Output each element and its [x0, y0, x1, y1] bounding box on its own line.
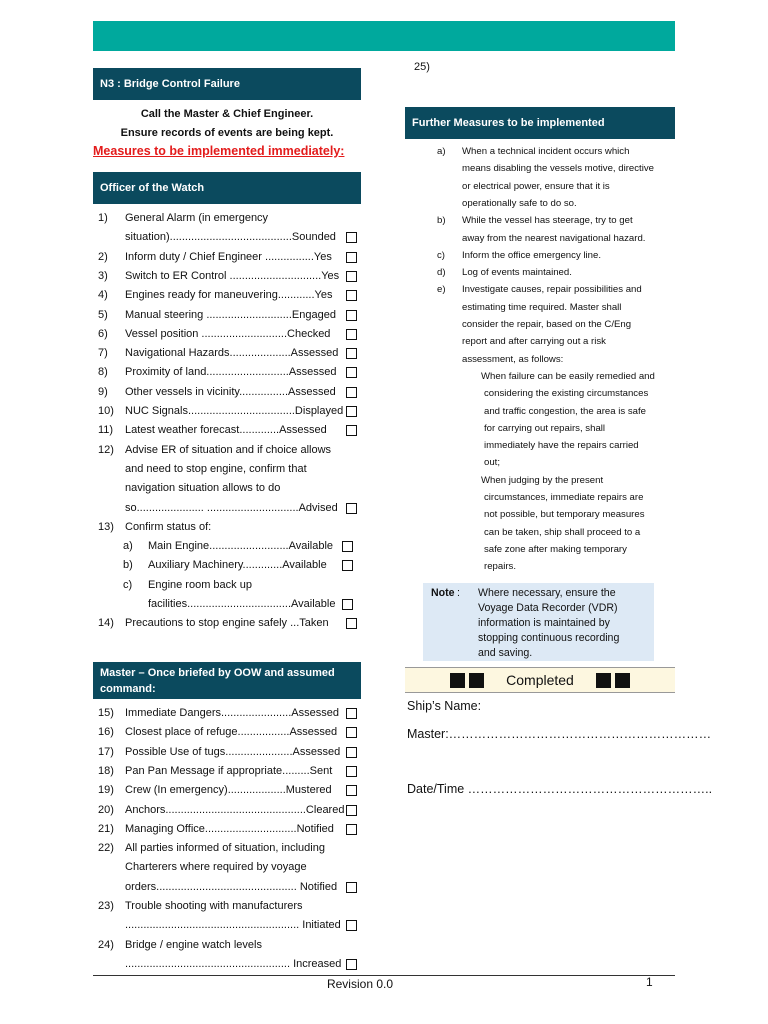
datetime-field: Date/Time …………………………………………………..: [407, 782, 713, 796]
black-square-icon: [615, 673, 630, 688]
item-number: c): [123, 578, 133, 591]
measure-subtext: can be taken, ship shall proceed to a: [484, 526, 641, 538]
note-colon: :: [457, 587, 460, 599]
item-text: General Alarm (in emergency: [125, 212, 269, 224]
footer-divider: [93, 975, 675, 976]
checkbox[interactable]: [346, 310, 357, 321]
item-number: 9): [98, 385, 108, 398]
item-text: so...................... ..............................Advised: [125, 501, 338, 514]
item-text: Vessel position ............................Checked: [125, 327, 331, 340]
item-text: Main Engine..........................Available: [148, 540, 334, 553]
note-label: Note: [431, 587, 455, 599]
call-master-text: Call the Master & Chief Engineer.: [140, 108, 314, 120]
item-number: 6): [98, 327, 108, 340]
checkbox[interactable]: [342, 560, 353, 571]
item-text: Precautions to stop engine safely ...Taken: [125, 617, 329, 630]
item-text: Bridge / engine watch levels: [125, 938, 262, 951]
revision-label: Revision 0.0: [326, 977, 394, 991]
note-text-line: and saving.: [478, 647, 533, 659]
item-number: 14): [98, 617, 114, 630]
item-number: 5): [98, 308, 108, 321]
item-text: Switch to ER Control ..............................Yes: [125, 269, 340, 282]
item-text: facilities..................................Available: [148, 598, 336, 610]
item-number: 18): [98, 764, 114, 777]
ships-name-field: Ship’s Name:: [407, 699, 482, 713]
item-number: 12): [98, 443, 114, 456]
master-header: Master – Once briefed by OOW and assumed command:: [93, 662, 361, 699]
checkbox[interactable]: [346, 747, 357, 758]
checkbox[interactable]: [346, 727, 357, 738]
item-number: 13): [98, 520, 114, 533]
item-number: 20): [98, 803, 114, 816]
note-text-line: stopping continuous recording: [478, 632, 620, 644]
item-text: Other vessels in vicinity................Assessed: [125, 385, 336, 398]
item-text: Advise ER of situation and if choice allows: [125, 443, 332, 456]
master-signature-field: Master:………………………………………………………: [407, 727, 712, 741]
note-text-line: Voyage Data Recorder (VDR): [478, 602, 618, 614]
item-text: orders.............................................. Notified: [125, 880, 338, 893]
item-text: and need to stop engine, confirm that: [125, 462, 307, 475]
checkbox[interactable]: [346, 290, 357, 301]
checkbox[interactable]: [346, 708, 357, 719]
checkbox[interactable]: [346, 785, 357, 796]
measure-text: While the vessel has steerage, try to get: [462, 215, 633, 227]
item-text: Charterers where required by voyage: [125, 861, 307, 874]
item-number: 4): [98, 289, 108, 302]
item-number: 3): [98, 269, 108, 282]
checkbox[interactable]: [346, 252, 357, 263]
completed-banner: [405, 667, 675, 693]
item-text: Immediate Dangers.......................Assessed: [125, 707, 339, 719]
measure-letter: e): [437, 284, 446, 296]
item-text: Confirm status of:: [125, 520, 212, 533]
measure-subtext: repairs.: [484, 561, 516, 573]
item-text: navigation situation allows to do: [125, 482, 281, 495]
item-text: ...................................................... Increased: [125, 957, 342, 970]
checkbox[interactable]: [346, 805, 357, 816]
item-text: Engine room back up: [148, 578, 252, 591]
item-text: Possible Use of tugs......................Assessed: [125, 745, 341, 758]
measure-text: report and after carrying out a risk: [462, 336, 606, 348]
measure-text: assessment, as follows:: [462, 353, 564, 365]
item-text: Proximity of land...........................Assessed: [125, 366, 337, 379]
item-number: 17): [98, 745, 114, 758]
item-number: 16): [98, 726, 114, 739]
further-measures-header: Further Measures to be implemented: [405, 107, 675, 139]
item-number: 15): [98, 707, 114, 719]
checkbox[interactable]: [346, 425, 357, 436]
item-text: Crew (In emergency)...................Mustered: [125, 784, 332, 797]
item-text: NUC Signals...................................Displayed: [125, 405, 344, 417]
checkbox[interactable]: [342, 599, 353, 610]
measure-text: estimating time required. Master shall: [462, 301, 622, 313]
measure-subtext: When failure can be easily remedied and: [481, 370, 655, 382]
measures-immediately-heading: Measures to be implemented immediately:: [93, 144, 345, 158]
measure-subtext: circumstances, immediate repairs are: [484, 492, 644, 503]
black-square-icon: [469, 673, 484, 688]
note-text-line: information is maintained by: [478, 617, 610, 629]
page-number: 1: [646, 975, 653, 989]
ensure-records-text: Ensure records of events are being kept.: [120, 127, 334, 139]
measure-subtext: considering the existing circumstances: [484, 388, 649, 400]
item-number: 24): [98, 938, 114, 951]
checkbox[interactable]: [346, 406, 357, 417]
item-text: Latest weather forecast.............Assessed: [125, 424, 327, 437]
measure-text: consider the repair, based on the C/Eng: [462, 319, 632, 330]
measure-text: operationally safe to do so.: [462, 197, 577, 209]
measure-letter: b): [437, 215, 446, 227]
measure-subtext: safe zone after making temporary: [484, 543, 627, 555]
measure-text: Investigate causes, repair possibilities and: [462, 284, 642, 296]
checkbox[interactable]: [346, 882, 357, 893]
checkbox[interactable]: [346, 503, 357, 514]
item-text: Closest place of refuge.................Assessed: [125, 726, 338, 739]
measure-subtext: and traffic congestion, the area is safe: [484, 405, 646, 417]
item-number-25: 25): [414, 61, 430, 73]
item-text: Trouble shooting with manufacturers: [125, 900, 303, 912]
checkbox[interactable]: [346, 348, 357, 359]
checkbox[interactable]: [342, 541, 353, 552]
item-text: Anchors..............................................Cleared: [125, 803, 345, 816]
officer-of-watch-header: Officer of the Watch: [93, 172, 361, 204]
item-text: Manual steering ............................Engaged: [125, 308, 336, 321]
item-number: 8): [98, 366, 108, 379]
checkbox[interactable]: [346, 618, 357, 629]
item-number: 19): [98, 784, 114, 797]
header-bar: [93, 21, 675, 51]
black-square-icon: [450, 673, 465, 688]
item-text: Inform duty / Chief Engineer ................Yes: [125, 250, 332, 263]
measure-text: means disabling the vessels motive, directive: [462, 163, 654, 175]
item-text: Pan Pan Message if appropriate.........Sent: [125, 764, 333, 777]
section-n3-header: N3 : Bridge Control Failure: [93, 68, 361, 100]
item-number: 23): [98, 900, 114, 912]
black-square-icon: [596, 673, 611, 688]
measure-subtext: immediately have the repairs carried: [484, 440, 639, 452]
item-number: 11): [98, 424, 114, 437]
item-text: Auxiliary Machinery.............Available: [148, 559, 327, 572]
measure-subtext: out;: [484, 457, 501, 469]
item-number: 22): [98, 842, 114, 855]
checkbox[interactable]: [346, 766, 357, 777]
checkbox[interactable]: [346, 824, 357, 835]
item-number: b): [123, 559, 133, 572]
note-text-line: Where necessary, ensure the: [478, 587, 616, 599]
measure-subtext: not possible, but temporary measures: [484, 509, 645, 521]
measure-text: or electrical power, ensure that it is: [462, 180, 610, 192]
checkbox[interactable]: [346, 271, 357, 282]
measure-letter: d): [437, 267, 446, 279]
item-number: 1): [98, 212, 108, 224]
checkbox[interactable]: [346, 920, 357, 931]
measure-letter: c): [437, 249, 445, 261]
measure-letter: a): [437, 146, 446, 157]
checkbox[interactable]: [346, 367, 357, 378]
completed-label: Completed: [506, 672, 574, 688]
checkbox[interactable]: [346, 387, 357, 398]
checkbox[interactable]: [346, 329, 357, 340]
item-text: Managing Office..............................Notified: [125, 822, 334, 835]
measure-text: Inform the office emergency line.: [462, 249, 602, 261]
item-text: situation)........................................Sounded: [125, 231, 336, 244]
measure-subtext: for carrying out repairs, shall: [484, 422, 606, 434]
measure-text: When a technical incident occurs which: [462, 146, 630, 157]
item-text: ......................................................... Initiated: [125, 919, 341, 932]
item-text: All parties informed of situation, including: [125, 842, 325, 855]
measure-text: Log of events maintained.: [462, 267, 572, 279]
checkbox[interactable]: [346, 959, 357, 970]
checkbox[interactable]: [346, 232, 357, 243]
measure-subtext: When judging by the present: [481, 474, 604, 486]
item-number: a): [123, 540, 133, 553]
item-number: 2): [98, 250, 108, 263]
item-text: Engines ready for maneuvering............Yes: [125, 289, 333, 302]
item-text: Navigational Hazards....................Assessed: [125, 347, 339, 360]
measure-text: away from the nearest navigational hazard.: [462, 232, 646, 244]
item-number: 10): [98, 405, 114, 417]
item-number: 21): [98, 822, 114, 835]
note-box: [423, 583, 654, 661]
item-number: 7): [98, 347, 108, 360]
